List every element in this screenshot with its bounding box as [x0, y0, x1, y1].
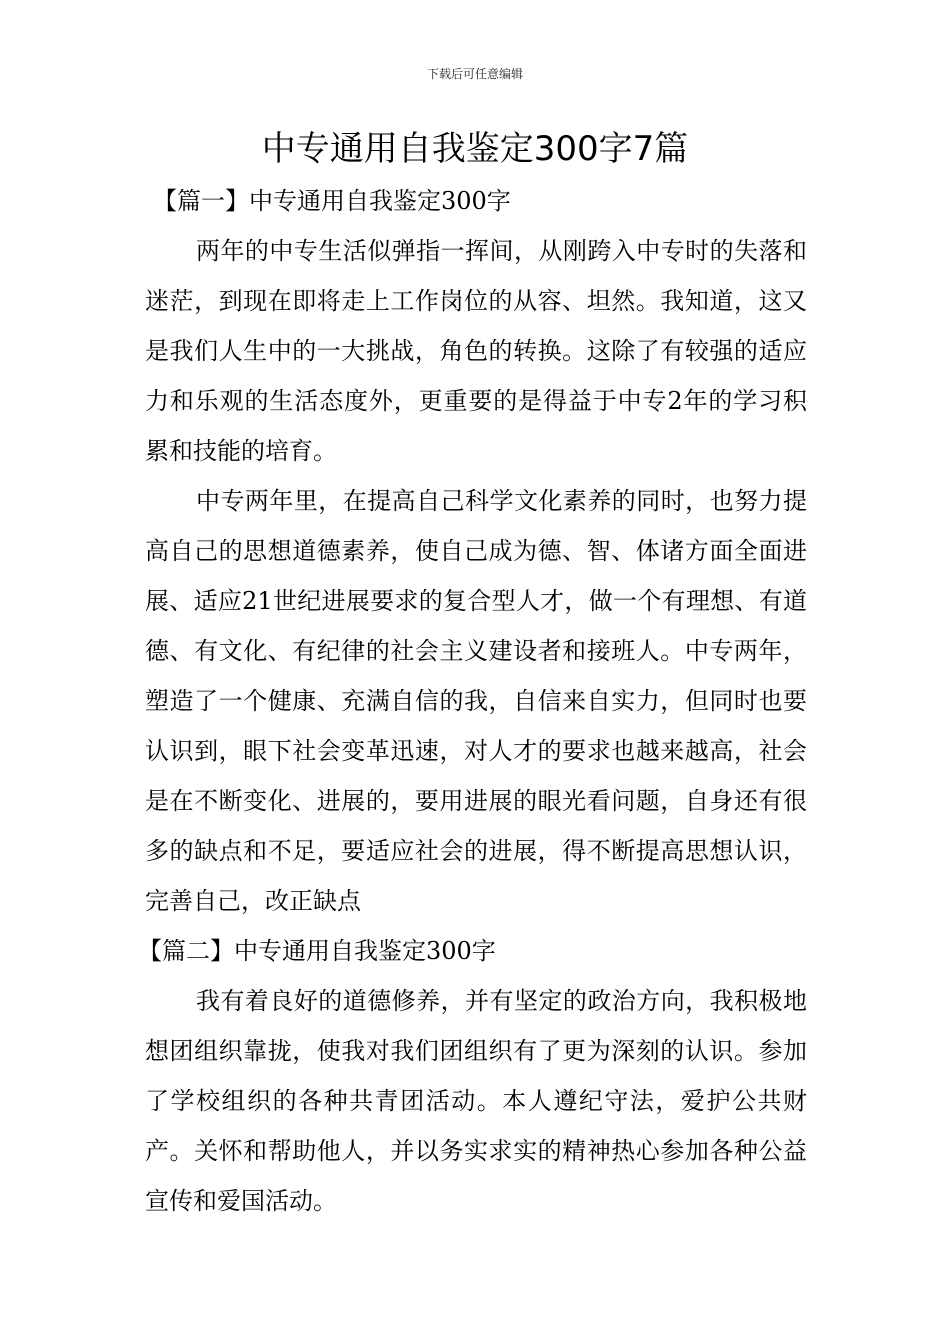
paragraph: 中专两年里，在提高自己科学文化素养的同时，也努力提高自己的思想道德素养，使自己成为德、智、体诸方面全面进展、适应21世纪进展要求的复合型人才，做一个有理想、有道德、有文化、有纪律的社会主义建设者和接班人。中专两年，塑造了一个健康、充满自信的我，自信来自实力，但同时也要认识到，眼下社会变革迅速，对人才的要求也越来越高，社会是在不断变化、进展的，要用进展的眼光看问题，自身还有很多的缺点和不足，要适应社会的进展，得不断提高思想认识，完善自己，改正缺点	[145, 487, 807, 915]
header-note: 下载后可任意编辑	[426, 67, 523, 81]
document-body	[138, 176, 807, 1226]
paragraph: 两年的中专生活似弹指一挥间，从刚跨入中专时的失落和迷茫，到现在即将走上工作岗位的从容、坦然。我知道，这又是我们人生中的一大挑战，角色的转换。这除了有较强的适应力和乐观的生活态度外，更重要的是得益于中专2年的学习积累和技能的培育。	[145, 237, 807, 465]
section-heading: 【篇二】中专通用自我鉴定300字	[138, 937, 496, 965]
section-heading: 【篇一】中专通用自我鉴定300字	[153, 187, 511, 215]
document-title: 中专通用自我鉴定300字7篇	[261, 129, 689, 169]
paragraph: 我有着良好的道德修养，并有坚定的政治方向，我积极地想团组织靠拢，使我对我们团组织有了更为深刻的认识。参加了学校组织的各种共青团活动。本人遵纪守法，爱护公共财产。关怀和帮助他人，并以务实求实的精神热心参加各种公益宣传和爱国活动。	[145, 987, 807, 1215]
